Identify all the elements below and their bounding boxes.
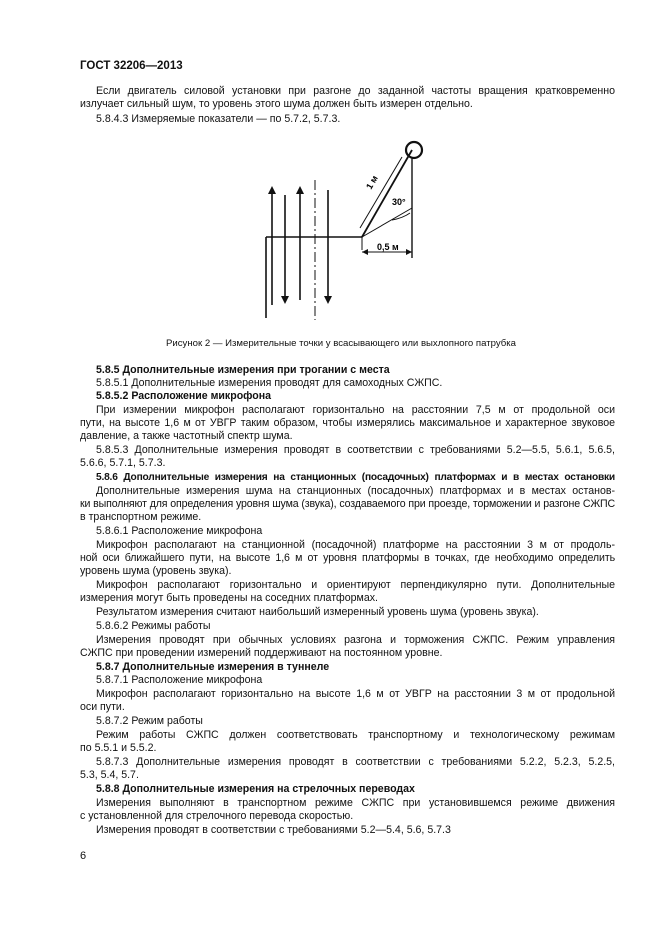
microphone-icon <box>406 142 422 158</box>
clause-5-8-6-1-line-5: измерения могут быть проведены на соседних платформах. <box>80 592 378 604</box>
clause-5-8-5-3-line-2: 5.6.6, 5.7.1, 5.7.3. <box>80 457 166 469</box>
section-5-8-6-line-1: Дополнительные измерения шума на станционных (посадочных) платформах и в местах останов- <box>96 485 615 497</box>
clause-5-8-7-3-line-1: 5.8.7.3 Дополнительные измерения проводят в соответствии с требованиями 5.2.2, 5.2.3, 5.2.5, <box>96 756 615 768</box>
clause-5-8-7-2-line-1: Режим работы СЖПС должен соответствовать транспортному и технологическому режимам <box>96 729 615 741</box>
clause-5-8-6-1-line-2: ной оси ближайшего пути, на высоте 1,6 м от уровня платформы в точках, где необходимо определить <box>80 552 615 564</box>
clause-5-8-7-3-line-2: 5.3, 5.4, 5.7. <box>80 769 139 781</box>
label-angle: 30° <box>392 197 406 207</box>
clause-5-8-5-2-line-1: При измерении микрофон располагают горизонтально на расстоянии 7,5 м от продольной оси <box>96 404 615 416</box>
clause-5-8-6-1-title: 5.8.6.1 Расположение микрофона <box>96 525 263 537</box>
clause-5-8-6-1-line-3: уровень шума (уровень звука). <box>80 565 232 577</box>
clause-5-8-7-2-line-2: по 5.5.1 и 5.5.2. <box>80 742 157 754</box>
section-5-8-8-line-2: с установленной для стрелочного перевода скоростью. <box>80 810 354 822</box>
page-number: 6 <box>80 850 87 862</box>
clause-5-8-6-1-line-4: Микрофон располагают горизонтально и ориентируют перпендикулярно пути. Дополнительные <box>96 579 615 591</box>
clause-5-8-5-1: 5.8.5.1 Дополнительные измерения проводят для самоходных СЖПС. <box>96 377 443 389</box>
section-5-8-8-title: 5.8.8 Дополнительные измерения на стрелочных переводах <box>96 783 415 795</box>
clause-5-8-6-1-line-6: Результатом измерения считают наибольший измеренный уровень шума (уровень звука). <box>96 606 539 618</box>
section-5-8-6-title: 5.8.6 Дополнительные измерения на станционных (посадочных) платформах и в местах остановки <box>96 472 615 483</box>
section-5-8-8-line-3: Измерения проводят в соответствии с требованиями 5.2—5.4, 5.6, 5.7.3 <box>96 824 451 836</box>
section-5-8-5-title: 5.8.5 Дополнительные измерения при трогании с места <box>96 364 390 376</box>
label-1m: 1 м <box>364 173 380 191</box>
clause-5-8-7-1-line-2: оси пути. <box>80 701 125 713</box>
distance-line <box>362 150 412 237</box>
label-05m: 0,5 м <box>377 242 399 252</box>
clause-5-8-6-2-line-2: СЖПС при проведении измерений поддерживают на постоянном уровне. <box>80 647 443 659</box>
section-5-8-8-line-1: Измерения выполняют в транспортном режиме СЖПС при установившемся режиме движения <box>96 797 615 809</box>
clause-5-8-7-1-line-1: Микрофон располагают горизонтально на высоте 1,6 м от УВГР на расстоянии 3 м от продольной <box>96 688 615 700</box>
clause-5-8-5-3-line-1: 5.8.5.3 Дополнительные измерения проводят в соответствии с требованиями 5.2—5.5, 5.6.1, 5.6.5, <box>96 444 615 456</box>
clause-5-8-5-2-line-3: давление, а также частотный спектр шума. <box>80 430 293 442</box>
intro-line-1: Если двигатель силовой установки при разгоне до заданной частоты вращения кратковременно <box>96 85 615 97</box>
intro-line-2: излучает сильный шум, то уровень этого шума должен быть измерен отдельно. <box>80 98 473 110</box>
section-5-8-6-line-3: в транспортном режиме. <box>80 511 202 523</box>
section-5-8-6-line-2: ки выполняют для определения уровня шума (звука), создаваемого при проезде, торможении и разгоне СЖПС <box>80 498 615 510</box>
clause-5-8-6-2-title: 5.8.6.2 Режимы работы <box>96 620 211 632</box>
clause-5-8-5-2-title: 5.8.5.2 Расположение микрофона <box>96 390 272 402</box>
clause-5-8-7-1-title: 5.8.7.1 Расположение микрофона <box>96 674 263 686</box>
section-5-8-7-title: 5.8.7 Дополнительные измерения в туннеле <box>96 661 330 673</box>
clause-5-8-4-3: 5.8.4.3 Измеряемые показатели — по 5.7.2, 5.7.3. <box>96 113 341 125</box>
figure-caption: Рисунок 2 — Измерительные точки у всасывающего или выхлопного патрубка <box>166 338 516 349</box>
clause-5-8-7-2-title: 5.8.7.2 Режим работы <box>96 715 203 727</box>
clause-5-8-5-2-line-2: пути, на высоте 1,6 м от УВГР таким образом, чтобы измерялись максимальное и характерное звуковое <box>80 417 615 429</box>
clause-5-8-6-2-line-1: Измерения проводят при обычных условиях разгона и торможения СЖПС. Режим управления <box>96 634 615 646</box>
clause-5-8-6-1-line-1: Микрофон располагают на станционной (посадочной) платформе на расстоянии 3 м от продоль- <box>96 539 615 551</box>
document-header: ГОСТ 32206—2013 <box>80 60 183 72</box>
